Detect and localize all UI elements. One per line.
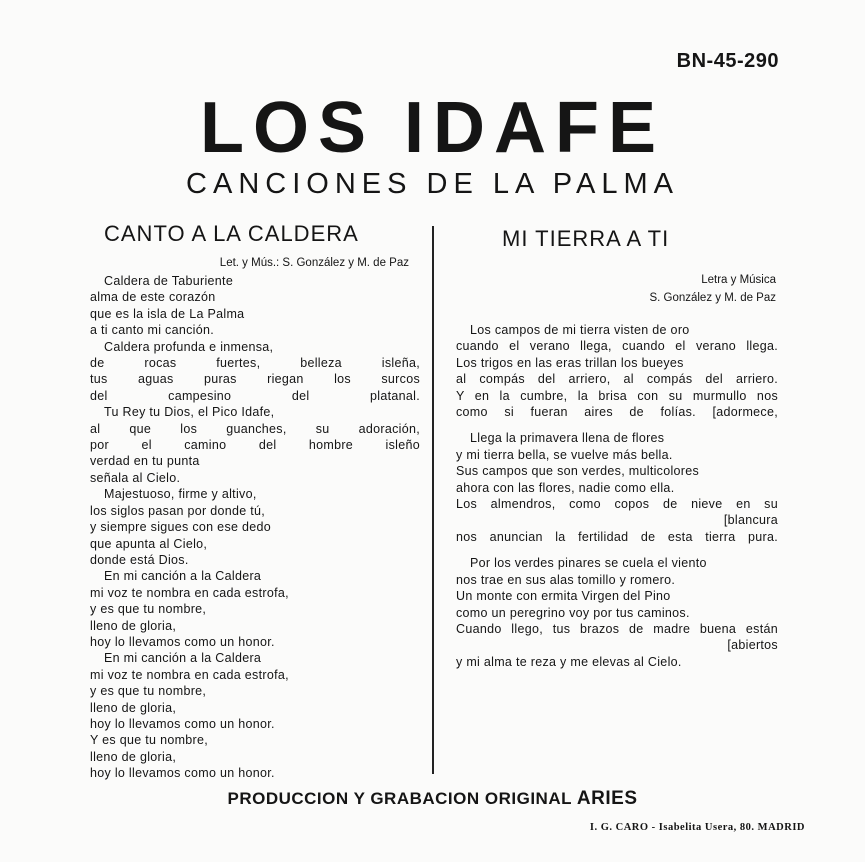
lyric-line: hoy lo llevamos como un honor. [90,766,275,781]
production-text: PRODUCCION Y GRABACION ORIGINAL [227,789,572,808]
lyric-line: como si fueran aires de folías. [adormece, [456,405,778,420]
lyric-line: En mi canción a la Caldera [104,569,262,584]
lyric-line: a ti canto mi canción. [90,323,215,338]
production-footer [0,786,865,812]
lyric-line: por el camino del hombre isleño [90,438,420,453]
lyric-line: Por los verdes pinares se cuela el viento [470,556,707,571]
song2-title: MI TIERRA A TI [502,226,670,251]
song1-credit: Let. y Mús.: S. González y M. de Paz [219,257,409,269]
lyric-line: hoy lo llevamos como un honor. [90,716,275,731]
catalog-number: BN-45-290 [676,50,779,72]
lyric-line: ahora con las flores, nadie como ella. [456,480,675,495]
lyric-line: de rocas fuertes, belleza isleña, [90,356,420,371]
lyric-line: tus aguas puras riegan los surcos [90,372,420,387]
lyric-line: que apunta al Cielo, [90,536,208,551]
song2-credit [600,271,776,307]
album-subtitle: CANCIONES DE LA PALMA [186,168,679,200]
lyric-line: Los almendros, como copos de nieve en su [456,497,778,512]
lyric-line: verdad en tu punta [90,454,200,469]
lyric-line: Los campos de mi tierra visten de oro [470,323,690,337]
lyric-line: y mi alma te reza y me elevas al Cielo. [456,654,682,669]
lyric-line: nos trae en sus alas tomillo y romero. [456,572,676,587]
lyric-line: alma de este corazón [90,290,216,305]
lyric-line: y mi tierra bella, se vuelve más bella. [456,447,673,462]
lyric-line: Caldera profunda e inmensa, [104,339,274,354]
lyric-line: señala al Cielo. [90,470,181,485]
lyric-line: al compás del arriero, al compás del arriero. [456,372,778,387]
stanza-gap [456,420,778,430]
song2-credit-line2: S. González y M. de Paz [649,292,776,304]
lyric-line: mi voz te nombra en cada estrofa, [90,667,289,682]
lyric-line: Majestuoso, firme y altivo, [104,487,257,502]
lyric-line: los siglos pasan por donde tú, [90,503,266,518]
song2-lyrics [456,322,778,670]
lyric-line: Un monte con ermita Virgen del Pino [456,589,671,604]
lyric-line: como un peregrino voy por tus caminos. [456,605,690,620]
lyric-line: del campesino del platanal. [90,388,420,403]
column-divider [432,226,434,774]
lyric-line: Y en la cumbre, la brisa con su murmullo nos [456,388,778,403]
lyric-line: y es que tu nombre, [90,602,207,617]
lyric-line: lleno de gloria, [90,749,177,764]
lyric-line: [blancura [723,513,778,528]
stanza-gap [456,545,778,555]
lyric-line: Tu Rey tu Dios, el Pico Idafe, [104,405,275,420]
lyric-line: Y es que tu nombre, [90,733,209,748]
lyric-line: nos anuncian la fertilidad de esta tierra pura. [456,529,778,544]
song1-title: CANTO A LA CALDERA [104,221,359,246]
lyric-line: lleno de gloria, [90,700,177,715]
lyric-line: donde está Dios. [90,552,189,567]
lyric-line: Caldera de Taburiente [104,274,234,288]
lyric-line: que es la isla de La Palma [90,306,245,321]
lyric-line: hoy lo llevamos como un honor. [90,634,275,649]
lyric-line: Los trigos en las eras trillan los bueyes [456,355,684,370]
lyric-line: Sus campos que son verdes, multicolores [456,464,700,479]
lyric-line: al que los guanches, su adoración, [90,421,420,436]
label-brand: ARIES [576,788,638,809]
printer-credit: I. G. CARO - Isabelita Usera, 80. MADRID [589,822,805,833]
lyric-line: En mi canción a la Caldera [104,651,262,666]
lyric-line: cuando el verano llega, cuando el verano llega. [456,339,778,354]
lyric-line: mi voz te nombra en cada estrofa, [90,585,289,600]
lyric-line: lleno de gloria, [90,618,177,633]
song2-credit-line1: Letra y Música [701,274,776,286]
band-name: LOS IDAFE [199,88,665,168]
lyric-line: Cuando llego, tus brazos de madre buena están [456,621,778,636]
lyric-line: Llega la primavera llena de flores [470,431,665,446]
song1-lyrics [90,273,420,782]
lyric-line: y es que tu nombre, [90,684,207,699]
lyric-line: [abiertos [727,638,778,653]
lyric-line: y siempre sigues con ese dedo [90,520,272,535]
